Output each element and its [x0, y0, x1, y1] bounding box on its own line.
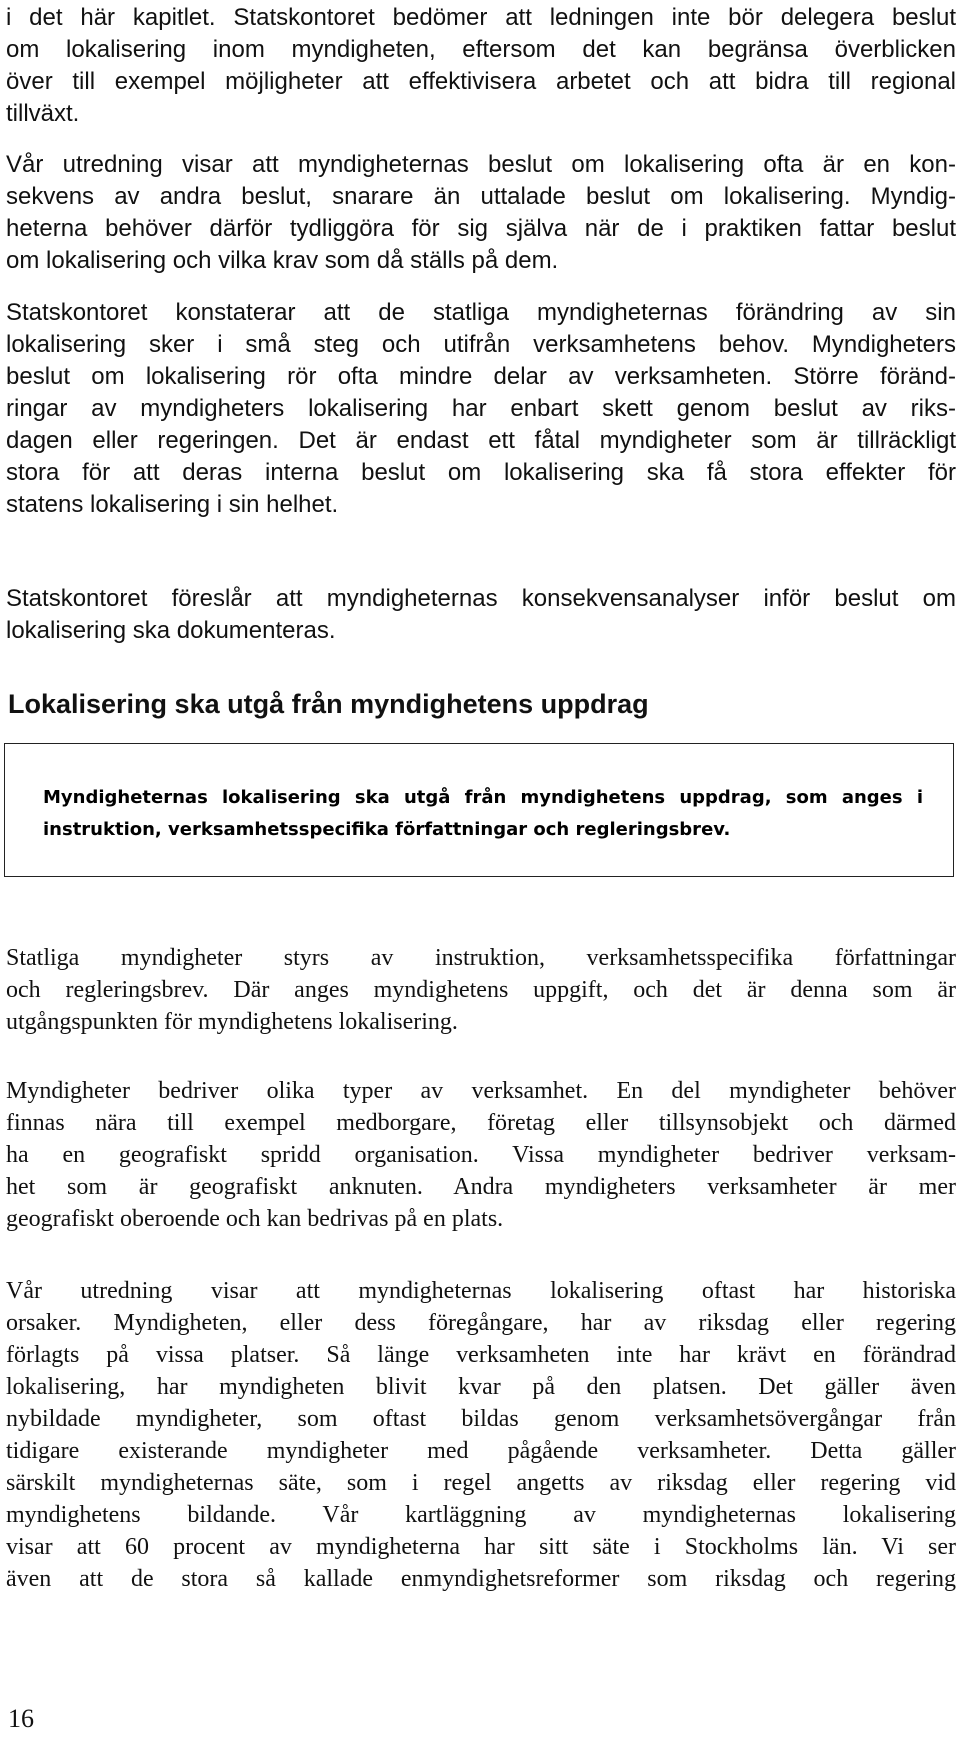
text-line: nybildade myndigheter, som oftast bildas genom verksamhetsövergångar från — [6, 1406, 956, 1432]
text-line: om lokalisering och vilka krav som då ställs på dem. — [6, 247, 559, 274]
text-line: myndighetens bildande. Vår kartläggning av myndigheternas lokalisering — [6, 1502, 956, 1528]
callout-text — [43, 782, 923, 846]
text-line: Statskontoret konstaterar att de statliga myndigheternas förändring av sin — [6, 299, 956, 326]
text-line: stora för att deras interna beslut om lokalisering ska få stora effekter för — [6, 459, 956, 486]
text-line: utgångspunkten för myndighetens lokalisering. — [6, 1009, 458, 1035]
paragraph-3 — [6, 297, 956, 521]
text-line: Myndigheter bedriver olika typer av verksamhet. En del myndigheter behöver — [6, 1078, 956, 1104]
text-line: Vår utredning visar att myndigheternas lokalisering oftast har historiska — [6, 1278, 956, 1304]
section-heading: Lokalisering ska utgå från myndighetens uppdrag — [8, 689, 649, 719]
text-line: även att de stora så kallade enmyndighetsreformer som riksdag och regering — [6, 1566, 956, 1592]
callout-line: Myndigheternas lokalisering ska utgå från myndighetens uppdrag, som anges i — [43, 787, 923, 808]
text-line: tillväxt. — [6, 100, 80, 127]
text-line: Statliga myndigheter styrs av instruktion, verksamhetsspecifika författningar — [6, 945, 956, 971]
text-line: beslut om lokalisering rör ofta mindre delar av verksamheten. Större föränd- — [6, 363, 956, 390]
text-line: geografiskt oberoende och kan bedrivas på en plats. — [6, 1206, 504, 1232]
text-line: het som är geografiskt anknuten. Andra myndigheters verksamheter är mer — [6, 1174, 956, 1200]
text-line: över till exempel möjligheter att effektivisera arbetet och att bidra till regional — [6, 68, 956, 95]
text-line: ringar av myndigheters lokalisering har enbart skett genom beslut av riks- — [6, 395, 956, 422]
text-line: och regleringsbrev. Där anges myndighetens uppgift, och det är denna som är — [6, 977, 956, 1003]
callout-box — [4, 743, 954, 877]
page-number: 16 — [8, 1704, 34, 1733]
text-line: dagen eller regeringen. Det är endast ett fåtal myndigheter som är tillräckligt — [6, 427, 956, 454]
text-line: heterna behöver därför tydliggöra för sig själva när de i praktiken fattar beslut — [6, 215, 956, 242]
text-line: förlagts på vissa platser. Så länge verksamheten inte har krävt en förändrad — [6, 1342, 956, 1368]
callout-line: instruktion, verksamhetsspecifika författningar och regleringsbrev. — [43, 819, 731, 840]
text-line: särskilt myndigheternas säte, som i regel angetts av riksdag eller regering vid — [6, 1470, 956, 1496]
body-paragraph-2 — [6, 1075, 956, 1235]
text-line: lokalisering ska dokumenteras. — [6, 617, 336, 644]
paragraph-4 — [6, 583, 956, 647]
text-line: lokalisering, har myndigheten blivit kvar på den platsen. Det gäller även — [6, 1374, 956, 1400]
text-line: tidigare existerande myndigheter med pågående verksamheter. Detta gäller — [6, 1438, 956, 1464]
text-line: Statskontoret föreslår att myndigheternas konsekvensanalyser inför beslut om — [6, 585, 956, 612]
text-line: visar att 60 procent av myndigheterna har sitt säte i Stockholms län. Vi ser — [6, 1534, 956, 1560]
text-line: om lokalisering inom myndigheten, eftersom det kan begränsa överblicken — [6, 36, 956, 63]
body-paragraph-1 — [6, 942, 956, 1038]
text-line: lokalisering sker i små steg och utifrån verksamhetens behov. Myndigheters — [6, 331, 956, 358]
text-line: finnas nära till exempel medborgare, företag eller tillsynsobjekt och därmed — [6, 1110, 956, 1136]
paragraph-2 — [6, 149, 956, 277]
text-line: sekvens av andra beslut, snarare än uttalade beslut om lokalisering. Myndig- — [6, 183, 956, 210]
paragraph-1 — [6, 2, 956, 130]
text-line: statens lokalisering i sin helhet. — [6, 491, 339, 518]
text-line: ha en geografiskt spridd organisation. Vissa myndigheter bedriver verksam- — [6, 1142, 956, 1168]
text-line: orsaker. Myndigheten, eller dess föregångare, har av riksdag eller regering — [6, 1310, 956, 1336]
body-paragraph-3 — [6, 1275, 956, 1595]
text-line: Vår utredning visar att myndigheternas beslut om lokalisering ofta är en kon- — [6, 151, 956, 178]
text-line: i det här kapitlet. Statskontoret bedömer att ledningen inte bör delegera beslut — [6, 4, 956, 31]
